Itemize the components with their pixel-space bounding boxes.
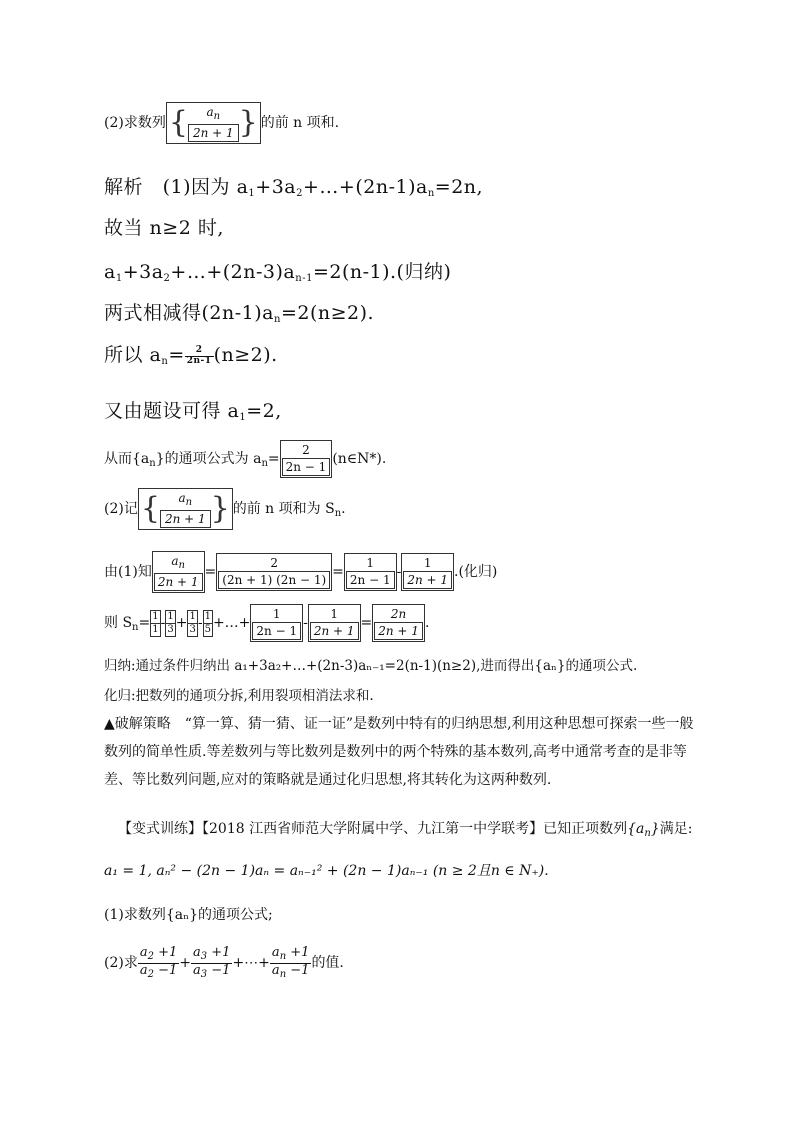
split-fraction-2: $\frac{2}{(2n + 1) (2n - 1)}$ xyxy=(216,553,332,591)
telescoping-d: $\frac{1}{5}$ xyxy=(204,610,211,635)
exercise-condition: a₁ = 1, aₙ² − (2n − 1)aₙ = aₙ₋₁² + (2n − 1)aₙ₋₁ (n ≥ 2且n ∈ N₊). xyxy=(104,863,549,879)
split-fraction-1: $\frac{a_n}{2n + 1}$ xyxy=(152,551,205,593)
braced-fraction-box: { $a_n$ 2n + 1 } xyxy=(166,102,261,144)
exercise-q2: (2)求 $\frac{a_2 +1}{a_2 -1}$ + $\frac{a_3 +1}{a_3 -1}$ +⋯+ $\frac{a_n +1}{a_n -1}$ 的值. xyxy=(104,945,344,980)
telescoping-c: $\frac{1}{3}$ xyxy=(189,610,196,635)
solution-line-10: 则 $S_n=$ $\frac{1}{1}$ - $\frac{1}{3}$ + $\frac{1}{3}$ - $\frac{1}{5}$ +…+ $\frac{1}{2n - 1}$ - $\frac{1}{2n + 1}$ = $\frac{2n}{2n + 1}$ . xyxy=(104,604,429,642)
solution-line-6: 又由题设可得 $a_1=2$, xyxy=(104,400,282,423)
strategy-paragraph: ▲破解策略 “算一算、猜一猜、证一证”是数列中特有的归纳思想,利用这种思想可探索一些一般数列的简单性质.等差数列与等比数列是数列中的两个特殊的基本数列,高考中通常考查的是非等差、等比数列问题,应对的策略就是通过化归思想,将其转化为这两种数列. xyxy=(104,716,694,788)
telescoping-b: $\frac{1}{3}$ xyxy=(167,610,174,635)
telescoping-e: $\frac{1}{2n - 1}$ xyxy=(250,604,303,642)
sum-term-2: $\frac{a_3 +1}{a_3 -1}$ xyxy=(193,945,231,980)
sum-result-fraction: $\frac{2n}{2n + 1}$ xyxy=(372,604,425,642)
solution-line-3: $a_1+3a_2+\dots+(2n-3)a_{n-1}=2(n-1)$.(归纳) xyxy=(104,261,452,284)
braced-fraction-box-2: { $a_n$ 2n + 1 } xyxy=(138,488,233,530)
solution-line-8: (2)记 { $a_n$ 2n + 1 } 的前 n 项和为 $S_n$. xyxy=(104,488,346,530)
solution-line-7: 从而$\{a_n\}$的通项公式为 $a_n=$ $\frac{2}{2n - 1}$ (n∈N*). xyxy=(104,440,386,478)
split-fraction-4: $\frac{1}{2n + 1}$ xyxy=(401,553,454,591)
solution-line-1: 解析 (1)因为 $a_1+3a_2+\dots+(2n-1)a_n=2n$, xyxy=(104,176,484,199)
note-reduction: 化归:把数列的通项分拆,利用裂项相消法求和. xyxy=(104,688,374,704)
note-induction: 归纳:通过条件归纳出 a₁+3a₂+…+(2n-3)aₙ₋₁=2(n-1)(n≥2),进而得出{aₙ}的通项公式. xyxy=(104,658,638,674)
split-fraction-3: $\frac{1}{2n - 1}$ xyxy=(344,553,397,591)
telescoping-f: $\frac{1}{2n + 1}$ xyxy=(308,604,361,642)
solution-line-2: 故当 n≥2 时, xyxy=(104,217,224,239)
exercise-title: 【变式训练】【2018 江西省师范大学附属中学、九江第一中学联考】已知正项数列$\{a_n\}$满足: xyxy=(118,821,693,839)
question-2-top: (2)求数列 { $a_n$ 2n + 1 } 的前 n 项和. xyxy=(104,102,339,144)
sum-term-n: $\frac{a_n +1}{a_n -1}$ xyxy=(271,945,310,980)
exercise-q1: (1)求数列{aₙ}的通项公式; xyxy=(104,907,273,923)
solution-line-9: 由(1)知 $\frac{a_n}{2n + 1}$ = $\frac{2}{(2n + 1) (2n - 1)}$ = $\frac{1}{2n - 1}$ - $\frac{1}{2n + 1}$ .(化归) xyxy=(104,551,497,593)
telescoping-a: $\frac{1}{1}$ xyxy=(152,610,159,635)
general-term-fraction: $\frac{2}{2n - 1}$ xyxy=(280,440,333,478)
solution-line-4: 两式相减得$(2n-1)a_n=2(n\ge 2)$. xyxy=(104,302,375,325)
sum-term-1: $\frac{a_2 +1}{a_2 -1}$ xyxy=(139,945,178,980)
solution-line-5: 所以 $a_n=$ $\frac{2}{2n-1}$ (n≥2). xyxy=(104,344,278,367)
